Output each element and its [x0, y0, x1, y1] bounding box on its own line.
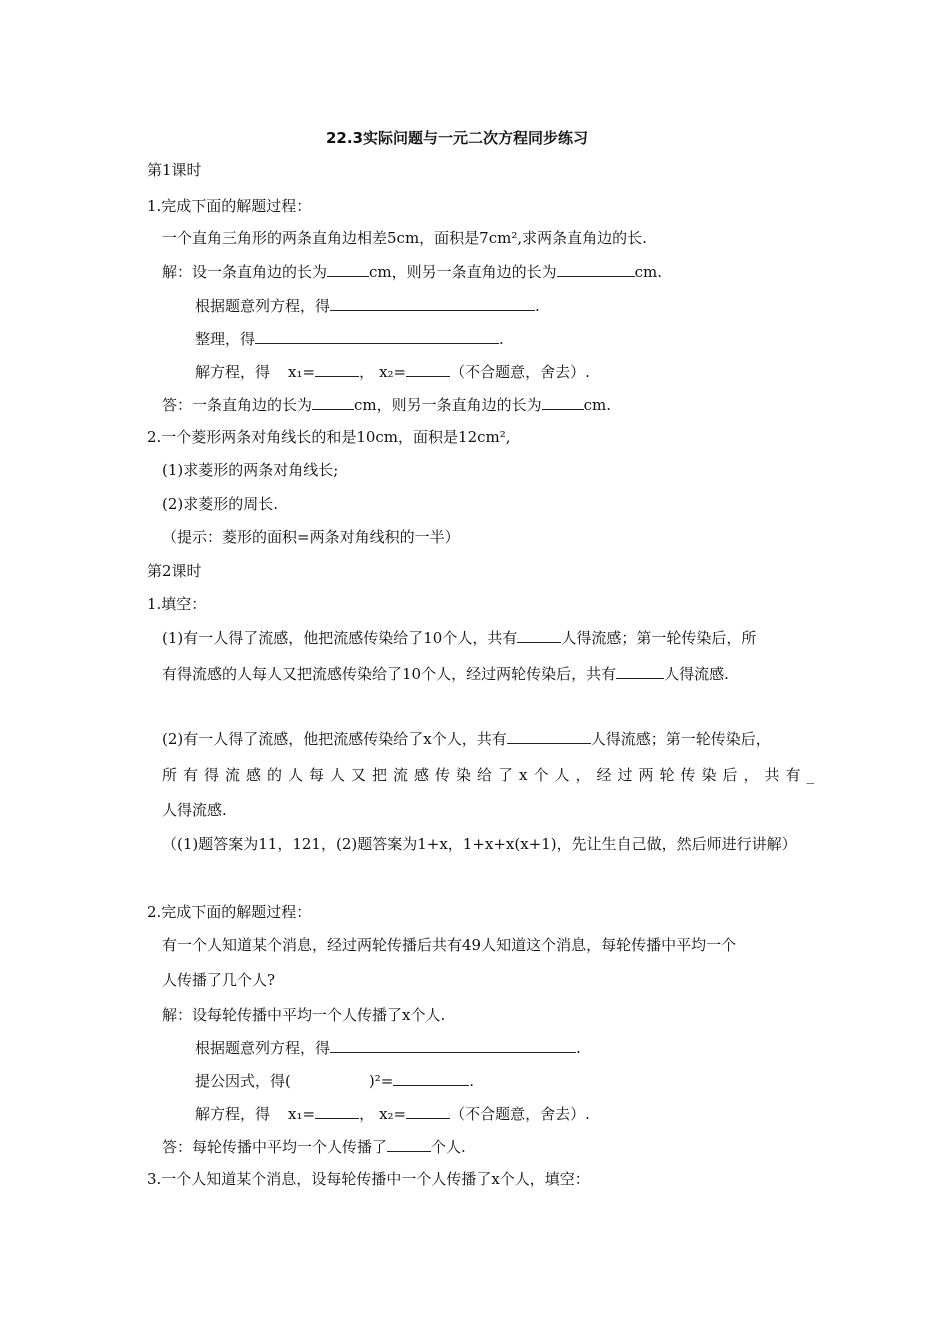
text: (1)有一人得了流感，他把流感传染给了10个人，共有 — [162, 629, 518, 647]
blank[interactable] — [507, 728, 591, 744]
blank[interactable] — [406, 1103, 450, 1119]
text: 人得流感. — [664, 665, 729, 683]
l1-q1-equation-line — [195, 295, 540, 316]
text: cm. — [583, 396, 612, 414]
page-title: 22.3实际问题与一元二次方程同步练习 — [326, 129, 589, 147]
text: 有得流感的人每人又把流感传染给了10个人，经过两轮传染后，共有 — [162, 665, 617, 683]
l2-q2-answer-line — [162, 1136, 466, 1157]
text: cm，则另一条直角边的长为 — [369, 263, 557, 281]
text: . — [499, 330, 504, 348]
text: 人得流感；第一轮传染后，所 — [561, 629, 757, 647]
text: （不合题意，舍去）. — [450, 363, 590, 381]
text: 解：设一条直角边的长为 — [162, 263, 328, 281]
text: 答：每轮传播中平均一个人传播了 — [162, 1138, 388, 1156]
text: (2)有一人得了流感，他把流感传染给了x个人，共有 — [162, 730, 507, 748]
l2-q2-factor-line — [195, 1070, 474, 1091]
blank[interactable] — [542, 394, 584, 410]
l2-q1-p2-line1 — [162, 728, 771, 749]
l1-q1-solve-line: 解方程，得 x₁= ， x₂= （不合题意，舍去）. — [195, 363, 590, 381]
blank[interactable] — [557, 261, 635, 277]
blank[interactable] — [312, 394, 354, 410]
text: cm. — [634, 263, 663, 281]
l1-q1-solution-line — [162, 261, 662, 282]
l2-q2-stem: 2.完成下面的解题过程： — [147, 903, 312, 921]
l2-q1-p1-line1 — [162, 627, 756, 648]
x1-label: x₁= — [288, 1105, 316, 1123]
blank[interactable] — [393, 1070, 469, 1086]
l1-q2-stem: 2.一个菱形两条对角线长的和是10cm，面积是12cm², — [147, 428, 511, 446]
text: )²= — [368, 1072, 394, 1090]
text: 提公因式，得( — [195, 1072, 291, 1090]
text: 解方程，得 — [195, 363, 271, 381]
blank[interactable] — [517, 627, 561, 643]
l1-q1-problem: 一个直角三角形的两条直角边相差5cm，面积是7cm²,求两条直角边的长. — [162, 229, 647, 247]
l1-q1-answer-line — [162, 394, 611, 415]
blank[interactable] — [255, 328, 499, 344]
l2-q2-equation-line — [195, 1037, 581, 1058]
l2-q1-note: （(1)题答案为11，121，(2)题答案为1+x，1+x+x(x+1)，先让生自己做，然后师进行讲解） — [162, 835, 797, 853]
text: . — [469, 1072, 475, 1090]
text: 解方程，得 — [195, 1105, 271, 1123]
l2-q1-p2-line3: 人得流感. — [162, 801, 227, 819]
blank[interactable] — [406, 361, 450, 377]
blank[interactable] — [387, 1136, 431, 1152]
blank[interactable] — [616, 663, 664, 679]
l2-q1-stem: 1.填空： — [147, 595, 207, 613]
text: . — [576, 1039, 581, 1057]
l2-q3-stem: 3.一个人知道某个消息，设每轮传播中一个人传播了x个人，填空： — [147, 1170, 590, 1188]
text: （不合题意，舍去）. — [450, 1105, 590, 1123]
l2-q1-p2-line2: 所有得流感的人每人又把流感传染给了x个人，经过两轮传染后，共有_ — [162, 766, 820, 784]
text: 答：一条直角边的长为 — [162, 396, 313, 414]
lesson2-heading: 第2课时 — [147, 562, 202, 580]
text: 根据题意列方程，得 — [195, 1039, 331, 1057]
x2-label: x₂= — [379, 1105, 407, 1123]
blank[interactable] — [315, 361, 359, 377]
text: 整理，得 — [195, 330, 256, 348]
lesson1-heading: 第1课时 — [147, 161, 202, 179]
l1-q2-part1: (1)求菱形的两条对角线长; — [162, 461, 339, 479]
l2-q2-problem-line2: 人传播了几个人? — [162, 971, 276, 989]
x1-label: x₁= — [288, 363, 316, 381]
x2-label: x₂= — [379, 363, 407, 381]
blank[interactable] — [330, 295, 535, 311]
text: 人得流感；第一轮传染后， — [590, 730, 771, 748]
text: cm，则另一条直角边的长为 — [354, 396, 542, 414]
text: 个人. — [431, 1138, 466, 1156]
l2-q1-p1-line2 — [162, 663, 729, 684]
l1-q1-tidy-line — [195, 328, 504, 349]
blank[interactable] — [315, 1103, 359, 1119]
text: . — [535, 297, 540, 315]
l2-q2-solution: 解：设每轮传播中平均一个人传播了x个人. — [162, 1006, 446, 1024]
l1-q2-hint: （提示：菱形的面积=两条对角线积的一半） — [162, 528, 460, 546]
l2-q2-solve-line: 解方程，得 x₁= ， x₂= （不合题意，舍去）. — [195, 1105, 590, 1123]
l2-q2-problem-line1: 有一个人知道某个消息，经过两轮传播后共有49人知道这个消息，每轮传播中平均一个 — [162, 936, 737, 954]
text: 根据题意列方程，得 — [195, 297, 331, 315]
blank[interactable] — [330, 1037, 576, 1053]
l1-q1-stem: 1.完成下面的解题过程： — [147, 197, 312, 215]
l1-q2-part2: (2)求菱形的周长. — [162, 495, 279, 513]
blank[interactable] — [327, 261, 369, 277]
